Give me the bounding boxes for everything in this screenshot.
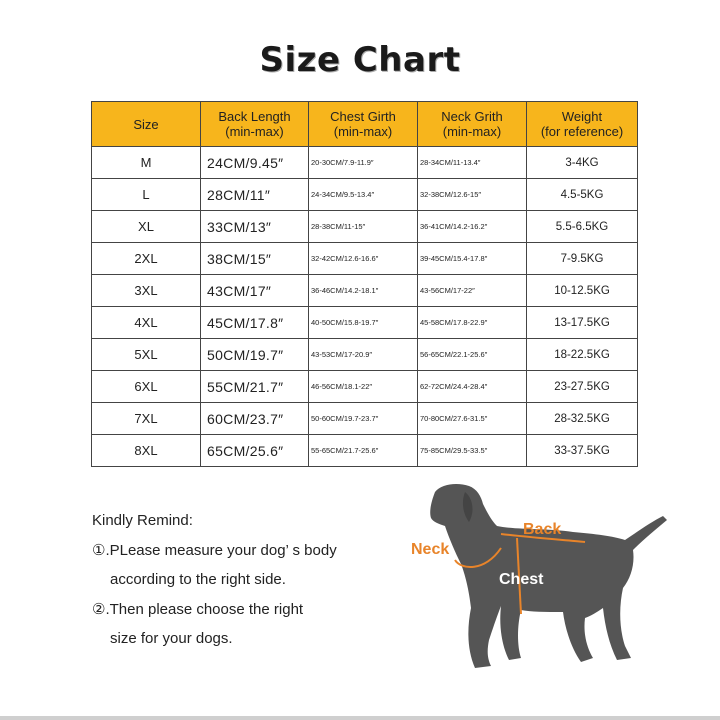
cell-neck-girth: 32-38CM/12.6-15″ bbox=[418, 179, 527, 211]
cell-weight: 28-32.5KG bbox=[527, 403, 638, 435]
table-row bbox=[92, 371, 638, 403]
header-back-length: Back Length (min-max) bbox=[201, 102, 309, 147]
cell-size: 6XL bbox=[92, 371, 201, 403]
table-row bbox=[92, 243, 638, 275]
cell-back-length: 55CM/21.7″ bbox=[201, 371, 309, 403]
cell-back-length: 24CM/9.45″ bbox=[201, 147, 309, 179]
cell-chest-girth: 55-65CM/21.7-25.6″ bbox=[309, 435, 418, 467]
cell-back-length: 65CM/25.6″ bbox=[201, 435, 309, 467]
cell-back-length: 38CM/15″ bbox=[201, 243, 309, 275]
cell-size: M bbox=[92, 147, 201, 179]
cell-back-length: 60CM/23.7″ bbox=[201, 403, 309, 435]
cell-back-length: 50CM/19.7″ bbox=[201, 339, 309, 371]
cell-weight: 7-9.5KG bbox=[527, 243, 638, 275]
cell-neck-girth: 39-45CM/15.4-17.8″ bbox=[418, 243, 527, 275]
bottom-divider bbox=[0, 716, 720, 720]
cell-size: 3XL bbox=[92, 275, 201, 307]
cell-weight: 10-12.5KG bbox=[527, 275, 638, 307]
cell-size: 5XL bbox=[92, 339, 201, 371]
table-row bbox=[92, 307, 638, 339]
dog-measurement-diagram bbox=[405, 478, 670, 678]
cell-size: 4XL bbox=[92, 307, 201, 339]
remind-step-1-cont: according to the right side. bbox=[110, 571, 286, 588]
table-row bbox=[92, 275, 638, 307]
cell-neck-girth: 62-72CM/24.4-28.4″ bbox=[418, 371, 527, 403]
measure-instructions bbox=[92, 506, 337, 654]
remind-heading: Kindly Remind: bbox=[92, 512, 193, 529]
header-row bbox=[92, 102, 638, 147]
table-row bbox=[92, 211, 638, 243]
cell-chest-girth: 32-42CM/12.6-16.6″ bbox=[309, 243, 418, 275]
size-table bbox=[91, 101, 638, 467]
cell-weight: 4.5-5KG bbox=[527, 179, 638, 211]
page-title: Size Chart bbox=[259, 40, 461, 80]
cell-chest-girth: 28-38CM/11-15″ bbox=[309, 211, 418, 243]
table-row bbox=[92, 147, 638, 179]
cell-size: 7XL bbox=[92, 403, 201, 435]
header-size: Size bbox=[92, 102, 201, 147]
cell-neck-girth: 56-65CM/22.1-25.6″ bbox=[418, 339, 527, 371]
cell-back-length: 45CM/17.8″ bbox=[201, 307, 309, 339]
header-neck-girth: Neck Grith (min-max) bbox=[418, 102, 527, 147]
cell-chest-girth: 24-34CM/9.5-13.4″ bbox=[309, 179, 418, 211]
table-row bbox=[92, 179, 638, 211]
cell-weight: 3-4KG bbox=[527, 147, 638, 179]
cell-neck-girth: 36-41CM/14.2-16.2″ bbox=[418, 211, 527, 243]
cell-back-length: 28CM/11″ bbox=[201, 179, 309, 211]
header-chest-girth: Chest Girth (min-max) bbox=[309, 102, 418, 147]
back-label: Back bbox=[523, 521, 562, 538]
cell-neck-girth: 28-34CM/11-13.4″ bbox=[418, 147, 527, 179]
cell-neck-girth: 45-58CM/17.8-22.9″ bbox=[418, 307, 527, 339]
cell-weight: 23-27.5KG bbox=[527, 371, 638, 403]
cell-weight: 13-17.5KG bbox=[527, 307, 638, 339]
cell-back-length: 43CM/17″ bbox=[201, 275, 309, 307]
table-row bbox=[92, 339, 638, 371]
remind-step-2-cont: size for your dogs. bbox=[110, 630, 233, 647]
cell-size: 8XL bbox=[92, 435, 201, 467]
cell-chest-girth: 36-46CM/14.2-18.1″ bbox=[309, 275, 418, 307]
cell-chest-girth: 43-53CM/17-20.9″ bbox=[309, 339, 418, 371]
cell-size: 2XL bbox=[92, 243, 201, 275]
chest-label: Chest bbox=[499, 571, 544, 588]
cell-chest-girth: 40-50CM/15.8-19.7″ bbox=[309, 307, 418, 339]
cell-weight: 5.5-6.5KG bbox=[527, 211, 638, 243]
cell-size: XL bbox=[92, 211, 201, 243]
cell-neck-girth: 75-85CM/29.5-33.5″ bbox=[418, 435, 527, 467]
cell-weight: 33-37.5KG bbox=[527, 435, 638, 467]
cell-chest-girth: 20-30CM/7.9-11.9″ bbox=[309, 147, 418, 179]
header-weight: Weight (for reference) bbox=[527, 102, 638, 147]
remind-step-1: ①.PLease measure your dog’ s body bbox=[92, 541, 337, 559]
cell-chest-girth: 50-60CM/19.7-23.7″ bbox=[309, 403, 418, 435]
neck-label: Neck bbox=[411, 541, 450, 558]
cell-neck-girth: 70-80CM/27.6-31.5″ bbox=[418, 403, 527, 435]
cell-neck-girth: 43-56CM/17-22″ bbox=[418, 275, 527, 307]
cell-back-length: 33CM/13″ bbox=[201, 211, 309, 243]
remind-step-2: ②.Then please choose the right bbox=[92, 600, 304, 618]
cell-size: L bbox=[92, 179, 201, 211]
cell-chest-girth: 46-56CM/18.1-22″ bbox=[309, 371, 418, 403]
dog-silhouette-icon bbox=[430, 484, 667, 668]
cell-weight: 18-22.5KG bbox=[527, 339, 638, 371]
table-row bbox=[92, 403, 638, 435]
table-row bbox=[92, 435, 638, 467]
